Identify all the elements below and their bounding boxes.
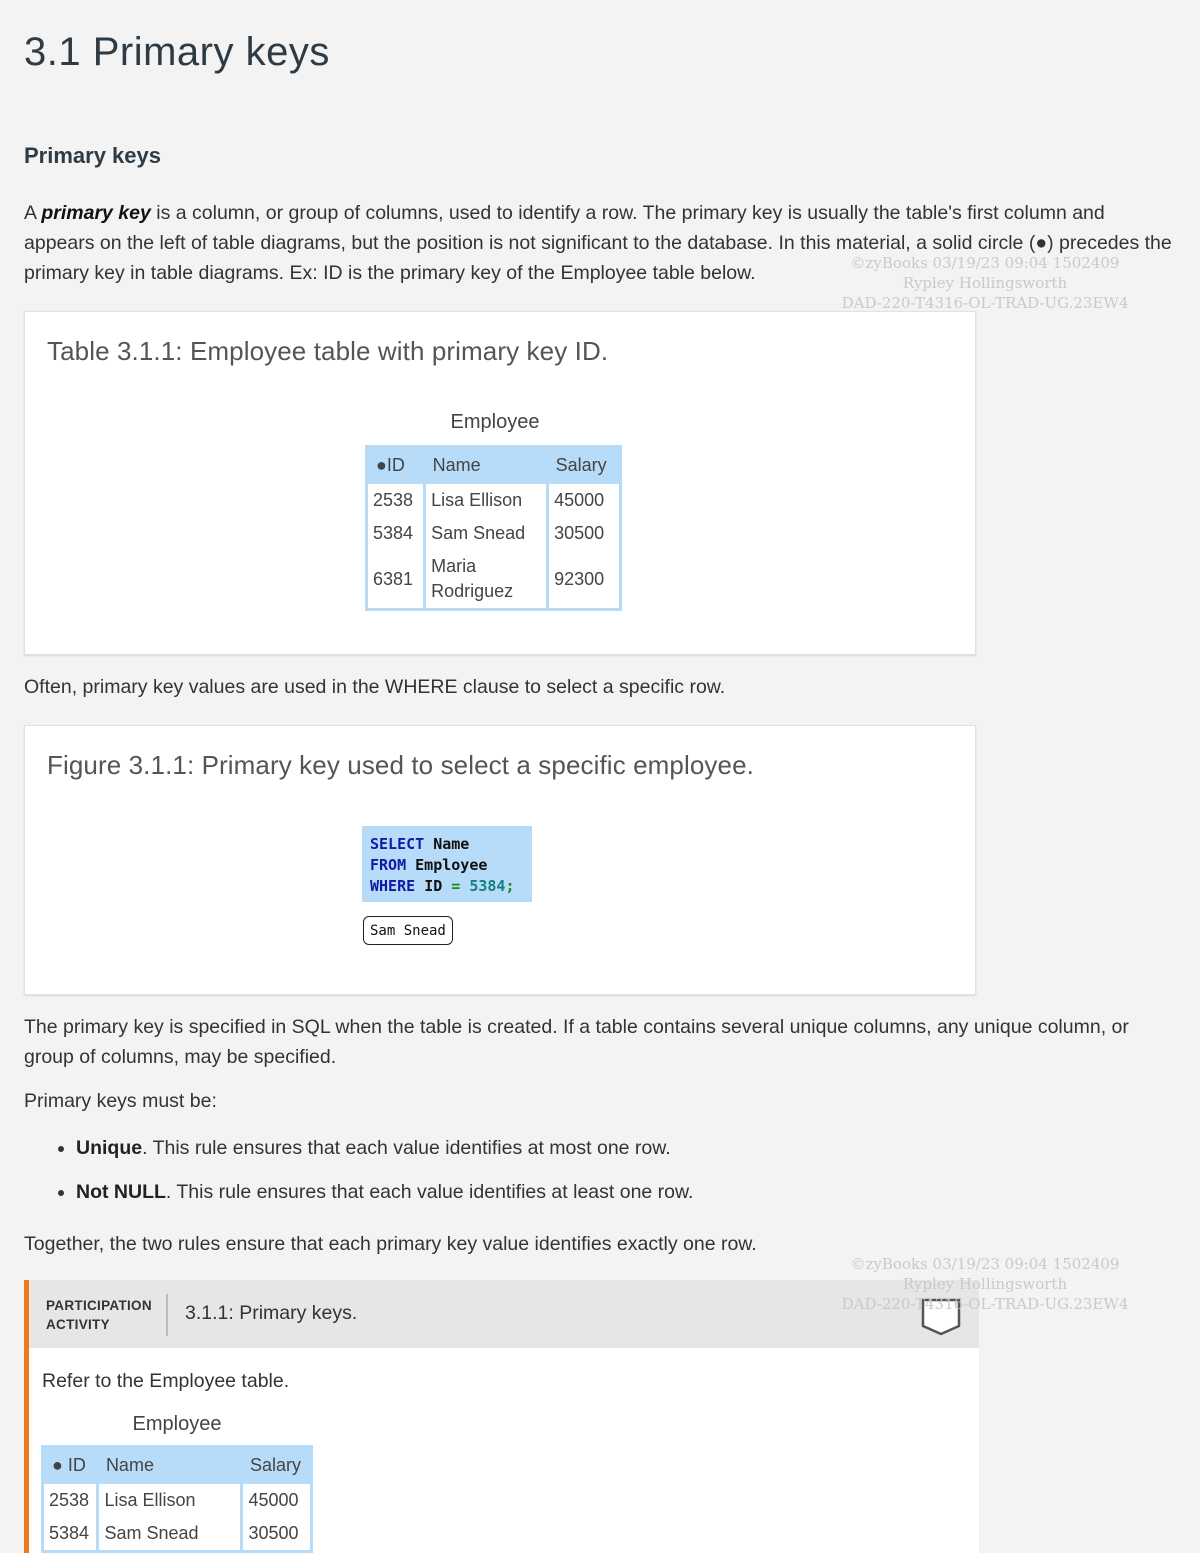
table-caption: Employee [132, 1413, 222, 1435]
participation-title: 3.1.1: Primary keys. [185, 1302, 358, 1324]
cell-name: Sam Snead [425, 517, 548, 550]
participation-label-line2: ACTIVITY [46, 1317, 110, 1332]
cell-id: 6381 [373, 568, 414, 589]
table-header-row [43, 1447, 312, 1485]
watermark [825, 253, 1145, 313]
section-heading: Primary keys [24, 143, 161, 168]
cell-salary: 30500 [242, 1517, 312, 1552]
rule-text: . This rule ensures that each value identifies at least one row. [165, 1181, 694, 1203]
cell-id: 2538 [49, 1490, 90, 1510]
sql-keyword-select: SELECT [370, 835, 425, 853]
cell-id: 5384 [373, 523, 414, 543]
watermark [825, 1254, 1145, 1314]
column-header-id: ● ID [43, 1447, 98, 1485]
watermark-line: Rypley Hollingsworth [902, 1275, 1068, 1293]
sql-value: 5384 [469, 877, 506, 895]
participation-label-line1: PARTICIPATION [46, 1298, 152, 1313]
cell-name: Lisa Ellison [425, 484, 548, 517]
table-row [367, 517, 621, 550]
primary-key-term: primary key [41, 202, 151, 224]
sql-code-block [362, 826, 532, 902]
sql-keyword-from: FROM [370, 856, 407, 874]
where-paragraph: Often, primary key values are used in the WHERE clause to select a specific row. [24, 676, 726, 698]
rule-term: Unique [76, 1137, 143, 1159]
rule-text: . This rule ensures that each value identifies at most one row. [142, 1137, 671, 1159]
intro-text: is a column, or group of columns, used to identify a row. The primary key is usually the table's first column and appears on the left of table diagrams, but the position is not significant to the database. In this material, a solid circle (●) precedes the primary key in table diagrams. Ex: ID is the primary key of the Employee table below. [24, 202, 1172, 284]
sql-column: Name [433, 835, 470, 853]
watermark-line: ©zyBooks 03/19/23 09:04 1502409 [850, 254, 1120, 272]
sql-operator: = [451, 877, 461, 895]
must-be-paragraph: Primary keys must be: [24, 1090, 217, 1112]
table-caption: Employee [450, 411, 540, 433]
page-title: 3.1 Primary keys [24, 30, 330, 74]
table-row [367, 484, 621, 517]
cell-salary: 92300 [548, 550, 621, 610]
column-header-id: ●ID [367, 447, 425, 485]
cell-salary: 30500 [548, 517, 621, 550]
watermark-line: DAD-220-T4316-OL-TRAD-UG.23EW4 [841, 1295, 1129, 1313]
sql-condition-column: ID [424, 877, 443, 895]
sql-terminator: ; [505, 877, 515, 895]
figure-card [24, 725, 976, 995]
column-header-name: Name [98, 1447, 242, 1485]
rules-list [24, 1133, 693, 1221]
table-card-title: Table 3.1.1: Employee table with primary key ID. [47, 336, 609, 366]
table-row [43, 1517, 312, 1552]
participation-intro: Refer to the Employee table. [42, 1370, 290, 1392]
cell-salary: 45000 [242, 1484, 312, 1517]
list-item [76, 1133, 693, 1163]
intro-prefix: A [24, 202, 42, 224]
watermark-line: ©zyBooks 03/19/23 09:04 1502409 [850, 1255, 1120, 1273]
cell-name: Maria Rodriguez [425, 550, 548, 610]
column-header-salary: Salary [548, 447, 621, 485]
participation-label [46, 1296, 161, 1334]
watermark-line: DAD-220-T4316-OL-TRAD-UG.23EW4 [841, 294, 1129, 312]
column-header-salary: Salary [242, 1447, 312, 1485]
figure-card-title: Figure 3.1.1: Primary key used to select a specific employee. [47, 750, 754, 780]
rule-term: Not NULL [76, 1181, 166, 1203]
query-result: Sam Snead [363, 916, 453, 945]
employee-table [365, 445, 622, 611]
column-header-name: Name [425, 447, 548, 485]
cell-name: Sam Snead [98, 1517, 242, 1552]
table-header-row [367, 447, 621, 485]
participation-activity [24, 1280, 979, 1553]
watermark-line: Rypley Hollingsworth [902, 274, 1068, 292]
cell-id: 5384 [49, 1523, 90, 1543]
table-row [43, 1484, 312, 1517]
table-row [367, 550, 621, 610]
sql-keyword-where: WHERE [370, 877, 416, 895]
cell-salary: 45000 [548, 484, 621, 517]
specified-paragraph: The primary key is specified in SQL when the table is created. If a table contains several unique columns, any unique column, or group of columns, may be specified. [24, 1016, 1129, 1068]
sql-table: Employee [415, 856, 488, 874]
employee-table [41, 1445, 313, 1553]
together-paragraph: Together, the two rules ensure that each primary key value identifies exactly one row. [24, 1233, 757, 1255]
table-card [24, 311, 976, 655]
list-item [76, 1177, 693, 1207]
divider [166, 1294, 168, 1336]
cell-name: Lisa Ellison [98, 1484, 242, 1517]
cell-id: 2538 [373, 490, 414, 510]
